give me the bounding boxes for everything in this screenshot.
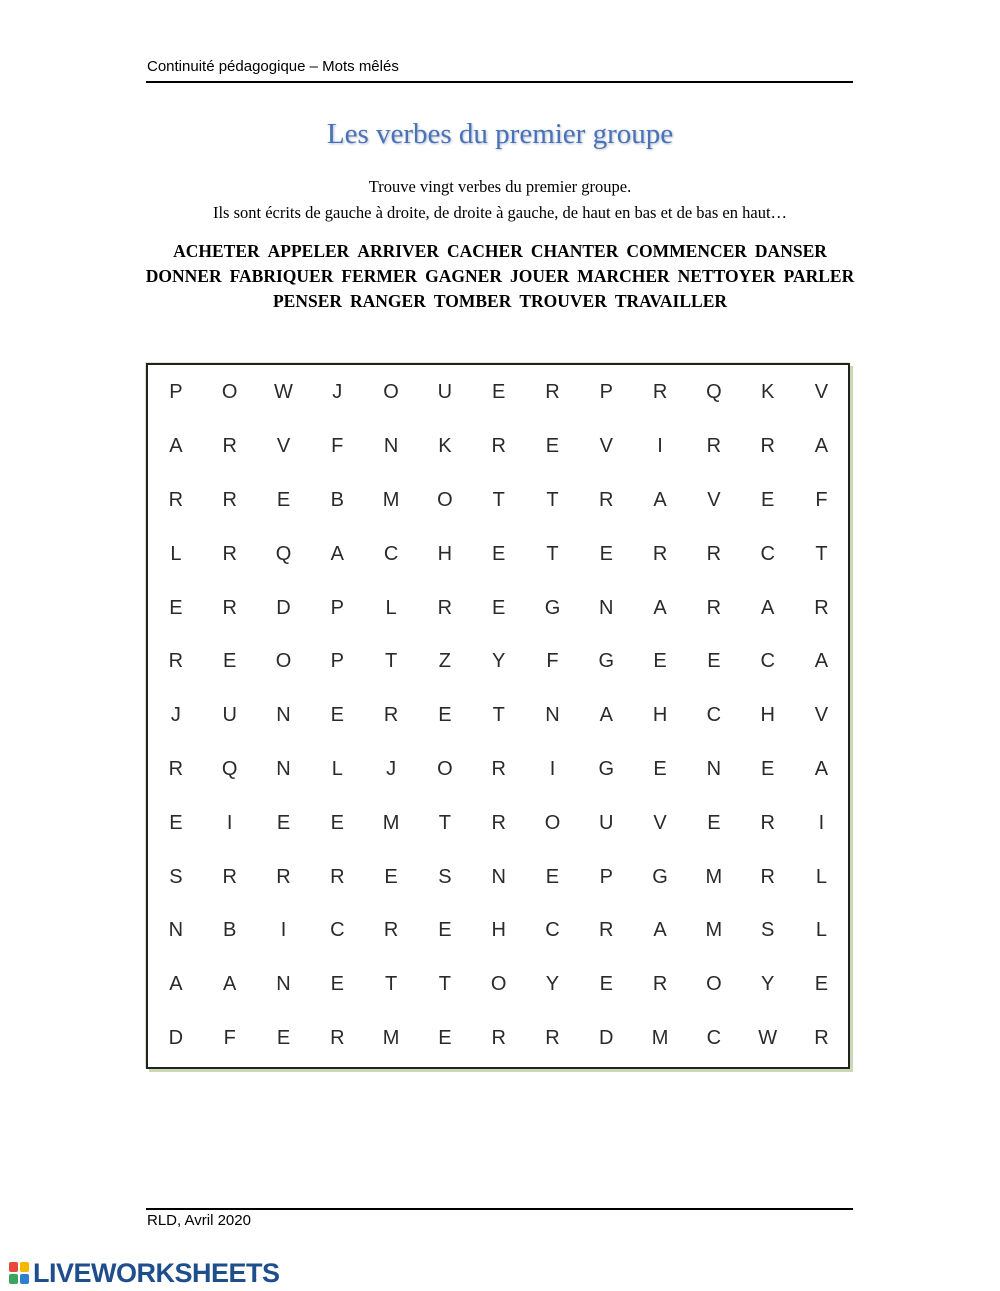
word-to-find: GAGNER xyxy=(425,266,502,286)
word-to-find: DONNER xyxy=(145,266,222,286)
grid-cell[interactable]: R xyxy=(222,865,237,888)
grid-cell[interactable]: E xyxy=(330,973,344,996)
grid-cell[interactable]: F xyxy=(331,435,344,458)
grid-cell[interactable]: E xyxy=(492,596,506,619)
grid-cell[interactable]: E xyxy=(276,1026,291,1049)
grid-cell[interactable]: V xyxy=(276,435,291,458)
grid-cell[interactable]: G xyxy=(544,596,561,619)
grid-cell[interactable]: Y xyxy=(492,650,506,673)
grid-cell[interactable]: A xyxy=(653,596,667,619)
grid-cell[interactable]: M xyxy=(705,919,723,942)
grid-cell[interactable]: J xyxy=(386,757,397,780)
grid-cell[interactable]: R xyxy=(168,757,184,780)
grid-cell[interactable]: T xyxy=(438,811,451,834)
grid-cell[interactable]: A xyxy=(169,435,183,458)
grid-cell[interactable]: H xyxy=(491,919,506,942)
grid-cell[interactable]: O xyxy=(706,973,722,996)
grid-cell[interactable]: T xyxy=(492,704,505,727)
grid-cell[interactable]: V xyxy=(653,811,667,834)
grid-cell[interactable]: C xyxy=(706,1026,722,1049)
grid-cell[interactable]: E xyxy=(653,757,667,780)
grid-cell[interactable]: R xyxy=(437,596,453,619)
grid-cell[interactable]: E xyxy=(599,542,613,565)
grid-cell[interactable]: A xyxy=(169,973,183,996)
grid-cell[interactable]: E xyxy=(707,811,721,834)
grid-cell[interactable]: P xyxy=(330,596,344,619)
grid-cell[interactable]: O xyxy=(437,488,453,511)
grid-cell[interactable]: E xyxy=(653,650,667,673)
grid-cell[interactable]: V xyxy=(599,435,613,458)
grid-cell[interactable]: A xyxy=(760,596,775,619)
instruction-line-2: Ils sont écrits de gauche à droite, de droite à gauche, de haut en bas et de bas en haut… xyxy=(212,203,788,222)
grid-cell[interactable]: T xyxy=(384,650,398,673)
word-to-find: ARRIVER xyxy=(357,241,440,261)
grid-cell[interactable]: N xyxy=(491,865,506,888)
grid-cell[interactable]: H xyxy=(652,704,668,727)
grid-cell[interactable]: R xyxy=(383,919,399,942)
grid-cell[interactable]: G xyxy=(598,757,615,780)
grid-cell[interactable]: R xyxy=(491,757,506,780)
grid-cell[interactable]: N xyxy=(706,757,722,780)
grid-cell[interactable]: O xyxy=(383,381,399,404)
grid-cell[interactable]: C xyxy=(330,919,345,942)
grid-cell[interactable]: C xyxy=(383,542,399,565)
grid-cell[interactable]: A xyxy=(814,757,829,780)
grid-cell[interactable]: S xyxy=(760,919,775,942)
grid-cell[interactable]: R xyxy=(168,488,184,511)
page-header: Continuité pédagogique – Mots mêlés xyxy=(147,58,399,75)
grid-cell[interactable]: C xyxy=(760,650,775,673)
grid-cell[interactable]: F xyxy=(223,1026,236,1049)
word-to-find: PARLER xyxy=(783,266,855,286)
word-to-find: PENSER xyxy=(272,291,343,311)
grid-cell[interactable]: Q xyxy=(221,757,238,780)
word-to-find: ACHETER xyxy=(173,241,260,261)
grid-cell[interactable]: R xyxy=(706,596,722,619)
grid-cell[interactable]: I xyxy=(657,435,663,458)
grid-cell[interactable]: P xyxy=(599,865,613,888)
grid-cell[interactable]: R xyxy=(545,1026,560,1049)
grid-cell[interactable]: I xyxy=(226,811,233,834)
word-to-find: DANSER xyxy=(754,241,827,261)
grid-cell[interactable]: R xyxy=(222,596,237,619)
grid-cell[interactable]: E xyxy=(330,704,344,727)
grid-cell[interactable]: R xyxy=(222,542,237,565)
grid-cell[interactable]: P xyxy=(599,381,613,404)
grid-cell[interactable]: R xyxy=(652,381,668,404)
header-divider xyxy=(146,81,853,83)
grid-cell[interactable]: K xyxy=(438,435,452,458)
grid-cell[interactable]: U xyxy=(599,811,614,834)
grid-cell[interactable]: E xyxy=(760,757,775,780)
grid-cell[interactable]: R xyxy=(330,865,345,888)
page-footer: RLD, Avril 2020 xyxy=(147,1212,251,1229)
grid-cell[interactable]: O xyxy=(544,811,561,834)
grid-cell[interactable]: V xyxy=(707,488,721,511)
grid-cell[interactable]: D xyxy=(168,1026,184,1049)
grid-cell[interactable]: E xyxy=(814,973,829,996)
word-to-find: FABRIQUER xyxy=(229,266,334,286)
grid-cell[interactable]: E xyxy=(169,596,183,619)
grid-cell[interactable]: R xyxy=(491,435,506,458)
grid-cell[interactable]: C xyxy=(760,542,775,565)
word-search-grid-frame xyxy=(146,363,850,1069)
grid-cell[interactable]: L xyxy=(385,596,397,619)
grid-cell[interactable]: E xyxy=(492,542,506,565)
grid-cell[interactable]: D xyxy=(276,596,291,619)
grid-cell[interactable]: R xyxy=(706,542,722,565)
word-list-line-1 xyxy=(0,241,1000,262)
word-to-find: TRAVAILLER xyxy=(614,291,728,311)
word-to-find: TROUVER xyxy=(519,291,607,311)
grid-cell[interactable]: E xyxy=(169,811,183,834)
grid-cell[interactable]: Q xyxy=(275,542,292,565)
grid-cell[interactable]: A xyxy=(814,435,829,458)
grid-cell[interactable]: I xyxy=(549,757,556,780)
grid-cell[interactable]: E xyxy=(492,381,506,404)
grid-cell[interactable]: O xyxy=(275,650,292,673)
grid-cell[interactable]: D xyxy=(599,1026,614,1049)
grid-cell[interactable]: R xyxy=(599,488,614,511)
grid-cell[interactable]: A xyxy=(330,542,344,565)
grid-cell[interactable]: R xyxy=(545,381,560,404)
word-list-line-2 xyxy=(0,266,1000,287)
grid-cell[interactable]: I xyxy=(818,811,825,834)
grid-cell[interactable]: R xyxy=(222,435,237,458)
grid-cell[interactable]: R xyxy=(652,973,668,996)
grid-cell[interactable]: R xyxy=(168,650,184,673)
grid-cell[interactable]: R xyxy=(491,1026,506,1049)
word-to-find: FERMER xyxy=(341,266,418,286)
grid-cell[interactable]: S xyxy=(438,865,452,888)
grid-cell[interactable]: B xyxy=(223,919,237,942)
footer-divider xyxy=(146,1208,853,1210)
grid-cell[interactable]: L xyxy=(170,542,182,565)
grid-cell[interactable]: K xyxy=(760,381,775,404)
grid-cell[interactable]: A xyxy=(653,488,667,511)
grid-cell[interactable]: A xyxy=(599,704,613,727)
grid-cell[interactable]: Z xyxy=(438,650,451,673)
word-to-find: TOMBER xyxy=(433,291,512,311)
grid-cell[interactable]: R xyxy=(491,811,506,834)
grid-cell[interactable]: R xyxy=(330,1026,345,1049)
grid-cell[interactable]: S xyxy=(169,865,183,888)
grid-cell[interactable]: J xyxy=(170,704,181,727)
grid-cell[interactable]: N xyxy=(545,704,560,727)
grid-cell[interactable]: M xyxy=(382,811,400,834)
grid-cell[interactable]: T xyxy=(546,542,559,565)
liveworksheets-brand xyxy=(8,1258,280,1288)
grid-cell[interactable]: O xyxy=(490,973,507,996)
grid-cell[interactable]: A xyxy=(653,919,667,942)
grid-cell[interactable]: A xyxy=(814,650,829,673)
grid-cell[interactable]: R xyxy=(706,435,722,458)
grid-cell[interactable]: M xyxy=(382,1026,400,1049)
grid-cell[interactable]: E xyxy=(545,865,560,888)
grid-cell[interactable]: T xyxy=(815,542,828,565)
grid-cell[interactable]: E xyxy=(438,919,452,942)
word-to-find: CACHER xyxy=(447,241,523,261)
grid-cell[interactable]: O xyxy=(437,757,453,780)
grid-cell[interactable]: E xyxy=(438,704,452,727)
grid-cell[interactable]: G xyxy=(652,865,668,888)
grid-cell[interactable]: V xyxy=(814,381,829,404)
word-to-find: JOUER xyxy=(509,266,570,286)
grid-cell[interactable]: L xyxy=(815,865,828,888)
grid-cell[interactable]: M xyxy=(651,1026,669,1049)
grid-cell[interactable]: N xyxy=(276,973,291,996)
grid-cell[interactable]: W xyxy=(758,1026,778,1049)
grid-cell[interactable]: E xyxy=(707,650,721,673)
grid-cell[interactable]: C xyxy=(545,919,560,942)
grid-cell[interactable]: R xyxy=(760,865,775,888)
grid-cell[interactable]: E xyxy=(599,973,613,996)
grid-cell[interactable]: E xyxy=(760,488,775,511)
grid-cell[interactable]: R xyxy=(760,811,775,834)
grid-cell[interactable]: H xyxy=(760,704,775,727)
grid-cell[interactable]: J xyxy=(332,381,343,404)
grid-cell[interactable]: T xyxy=(384,973,398,996)
grid-cell[interactable]: M xyxy=(705,865,723,888)
grid-cell[interactable]: T xyxy=(546,488,559,511)
grid-cell[interactable]: R xyxy=(383,704,399,727)
grid-cell[interactable]: N xyxy=(383,435,399,458)
grid-cell[interactable]: E xyxy=(276,488,291,511)
word-to-find: CHANTER xyxy=(530,241,619,261)
grid-cell[interactable]: C xyxy=(706,704,722,727)
grid-cell[interactable]: P xyxy=(330,650,344,673)
word-list-line-3 xyxy=(0,291,1000,312)
grid-cell[interactable]: G xyxy=(598,650,615,673)
grid-cell[interactable]: O xyxy=(221,381,238,404)
brand-name: LIVEWORKSHEETS xyxy=(33,1257,280,1288)
grid-cell[interactable]: R xyxy=(652,542,668,565)
grid-cell[interactable]: W xyxy=(274,381,293,404)
liveworksheets-logo-icon xyxy=(8,1261,30,1285)
grid-cell[interactable]: R xyxy=(599,919,614,942)
grid-cell[interactable]: U xyxy=(222,704,237,727)
grid-cell[interactable]: R xyxy=(814,1026,829,1049)
word-to-find: MARCHER xyxy=(577,266,670,286)
grid-cell[interactable]: M xyxy=(382,488,400,511)
grid-cell[interactable]: N xyxy=(599,596,614,619)
grid-cell[interactable]: R xyxy=(814,596,829,619)
grid-cell[interactable]: R xyxy=(276,865,291,888)
instruction-line-1: Trouve vingt verbes du premier groupe. xyxy=(368,177,632,196)
grid-cell[interactable]: Y xyxy=(760,973,775,996)
grid-cell[interactable]: B xyxy=(330,488,344,511)
grid-cell[interactable]: T xyxy=(438,973,451,996)
grid-cell[interactable]: E xyxy=(384,865,398,888)
grid-cell[interactable]: Y xyxy=(545,973,560,996)
page-title: Les verbes du premier groupe xyxy=(326,118,674,150)
grid-cell[interactable]: E xyxy=(330,811,344,834)
grid-cell[interactable]: A xyxy=(223,973,237,996)
grid-cell[interactable]: F xyxy=(546,650,559,673)
grid-cell[interactable]: T xyxy=(492,488,505,511)
grid-cell[interactable]: V xyxy=(814,704,829,727)
grid-cell[interactable]: R xyxy=(760,435,775,458)
grid-cell[interactable]: L xyxy=(815,919,828,942)
word-to-find: APPELER xyxy=(267,241,350,261)
grid-cell[interactable]: N xyxy=(168,919,184,942)
grid-cell[interactable]: U xyxy=(437,381,453,404)
grid-cell[interactable]: F xyxy=(815,488,828,511)
grid-cell[interactable]: P xyxy=(169,381,183,404)
word-search-grid xyxy=(148,365,849,1068)
word-to-find: RANGER xyxy=(350,291,426,311)
word-to-find: COMMENCER xyxy=(626,241,747,261)
grid-cell[interactable]: L xyxy=(331,757,343,780)
grid-cell[interactable]: R xyxy=(222,488,237,511)
grid-cell[interactable]: E xyxy=(276,811,291,834)
grid-cell[interactable]: E xyxy=(223,650,237,673)
grid-cell[interactable]: H xyxy=(437,542,453,565)
grid-cell[interactable]: Q xyxy=(706,381,722,404)
grid-cell[interactable]: N xyxy=(276,704,291,727)
grid-cell[interactable]: N xyxy=(276,757,291,780)
grid-cell[interactable]: E xyxy=(438,1026,452,1049)
grid-cell[interactable]: I xyxy=(280,919,287,942)
grid-cell[interactable]: E xyxy=(545,435,560,458)
word-to-find: NETTOYER xyxy=(677,266,776,286)
